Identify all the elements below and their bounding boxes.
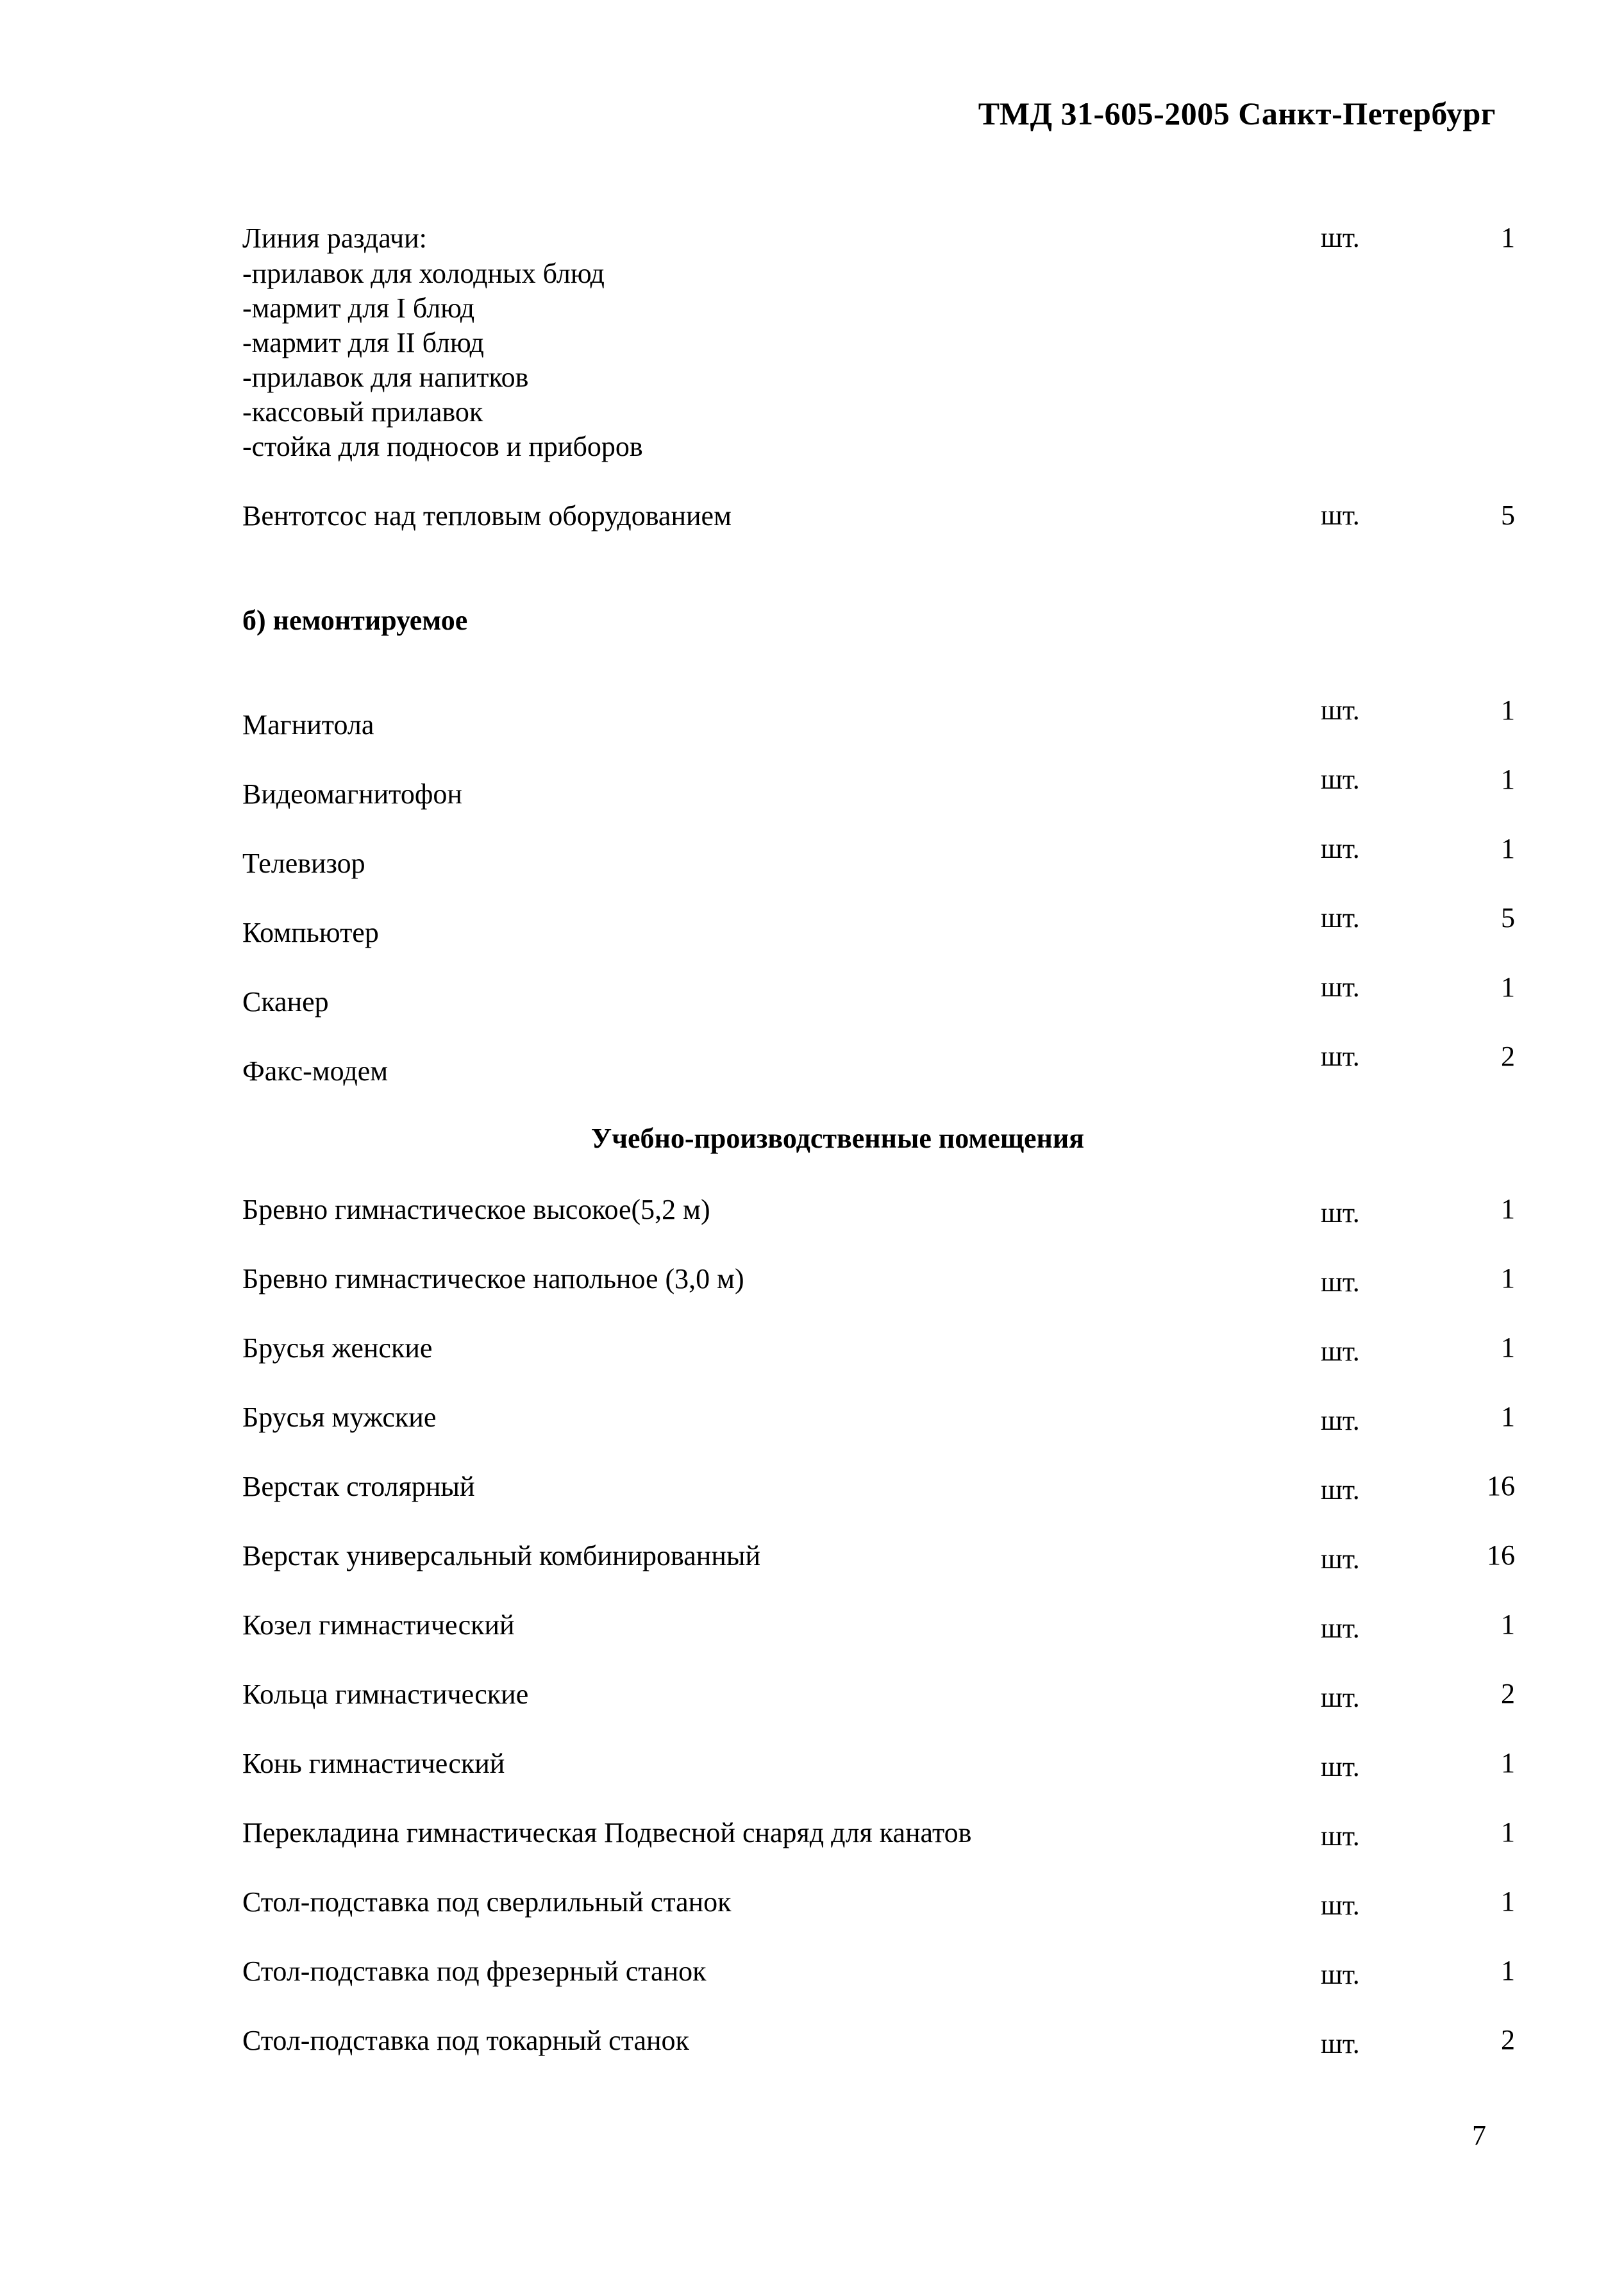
list-item: Бревно гимнастическое напольное (3,0 м) [242,1263,744,1294]
list-item-qty: 1 [1501,694,1515,726]
list-item: Стол-подставка под фрезерный станок [242,1956,707,1987]
distribution-item: -мармит для I блюд [242,292,475,324]
list-item: Брусья женские [242,1332,433,1364]
list-item-qty: 1 [1501,833,1515,864]
page-number: 7 [1472,2120,1486,2151]
list-item: Верстак универсальный комбинированный [242,1540,760,1571]
document-header: ТМД 31-605-2005 Санкт-Петербург [978,96,1496,131]
list-item: Факс-модем [242,1055,389,1087]
non-mounted-heading: б) немонтируемое [242,605,468,636]
list-item: Видеомагнитофон [242,778,462,810]
list-item-unit: шт. [1321,902,1360,934]
list-item-qty: 1 [1501,1401,1515,1432]
list-item-unit: шт. [1321,1197,1360,1228]
list-item-unit: шт. [1321,1612,1360,1644]
list-item-unit: шт. [1321,1959,1360,1990]
list-item-qty: 5 [1501,902,1515,934]
list-item-unit: шт. [1321,1266,1360,1298]
distribution-item: -прилавок для холодных блюд [242,258,605,289]
distribution-item: -стойка для подносов и приборов [242,431,643,462]
list-item-unit: шт. [1321,1041,1360,1072]
list-item-unit: шт. [1321,971,1360,1003]
list-item-unit: шт. [1321,1543,1360,1575]
list-item-qty: 1 [1501,1332,1515,1363]
vent-qty: 5 [1501,499,1515,531]
distribution-item: -кассовый прилавок [242,396,483,428]
list-item-unit: шт. [1321,833,1360,864]
list-item-qty: 1 [1501,764,1515,795]
list-item: Компьютер [242,917,379,948]
distribution-qty: 1 [1501,222,1515,253]
list-item-qty: 2 [1501,1678,1515,1709]
list-item-unit: шт. [1321,1682,1360,1713]
list-item-unit: шт. [1321,1336,1360,1367]
list-item-qty: 1 [1501,1609,1515,1640]
list-item: Верстак столярный [242,1471,475,1502]
list-item-qty: 16 [1487,1539,1515,1571]
vent-unit: шт. [1321,499,1360,531]
list-item-unit: шт. [1321,1889,1360,1921]
list-item-unit: шт. [1321,1474,1360,1505]
list-item: Конь гимнастический [242,1748,505,1779]
list-item: Телевизор [242,848,365,879]
list-item: Кольца гимнастические [242,1679,529,1710]
list-item-unit: шт. [1321,1820,1360,1852]
distribution-title: Линия раздачи: [242,222,427,254]
vent-label: Вентотсос над тепловым оборудованием [242,500,732,532]
list-item: Брусья мужские [242,1402,437,1433]
list-item: Стол-подставка под сверлильный станок [242,1886,732,1918]
list-item: Магнитола [242,709,374,741]
list-item: Стол-подставка под токарный станок [242,2025,689,2056]
list-item-qty: 1 [1501,1262,1515,1294]
list-item-unit: шт. [1321,2028,1360,2059]
list-item: Бревно гимнастическое высокое(5,2 м) [242,1194,710,1225]
list-item-qty: 16 [1487,1470,1515,1502]
list-item-qty: 1 [1501,1816,1515,1848]
distribution-item: -прилавок для напитков [242,362,529,393]
list-item-qty: 1 [1501,1886,1515,1917]
distribution-unit: шт. [1321,222,1360,253]
list-item-qty: 1 [1501,1193,1515,1225]
section-title: Учебно-производственные помещения [590,1123,1085,1154]
list-item-qty: 1 [1501,1747,1515,1779]
list-item: Козел гимнастический [242,1609,515,1641]
list-item: Перекладина гимнастическая Подвесной снаряд для канатов [242,1817,972,1848]
list-item-qty: 2 [1501,1041,1515,1072]
list-item-unit: шт. [1321,1405,1360,1436]
list-item-unit: шт. [1321,764,1360,795]
list-item-unit: шт. [1321,694,1360,726]
distribution-item: -мармит для II блюд [242,327,484,358]
list-item-qty: 1 [1501,971,1515,1003]
list-item-qty: 2 [1501,2024,1515,2056]
list-item-unit: шт. [1321,1751,1360,1782]
list-item-qty: 1 [1501,1955,1515,1986]
list-item: Сканер [242,986,329,1018]
